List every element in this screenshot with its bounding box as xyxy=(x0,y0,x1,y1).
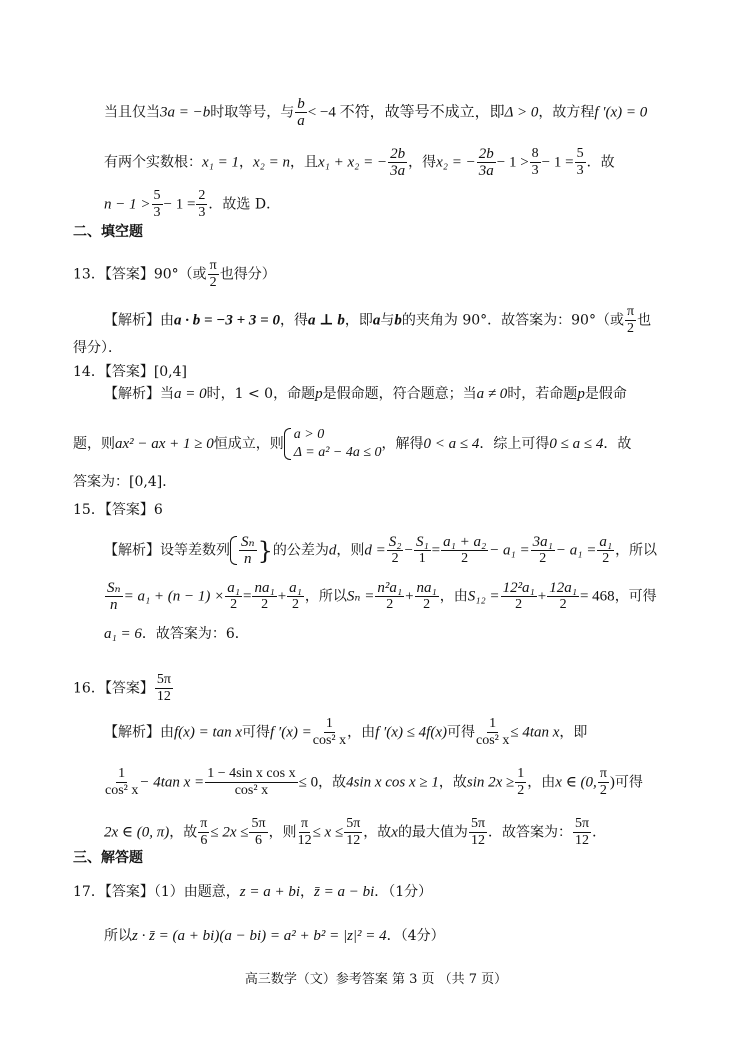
fraction: $\frac{2b}{3a}$ xyxy=(390,146,406,179)
math: x₂ = n xyxy=(253,154,290,171)
text: 当且仅当 xyxy=(104,104,160,121)
q15-answer: 15．【答案】6 xyxy=(73,502,163,518)
text: ， xyxy=(239,154,253,171)
q14-answer: 14．【答案】[0,4] xyxy=(73,364,188,380)
line-3 xyxy=(104,188,280,221)
text: ，且 xyxy=(290,154,318,171)
math: − 1 > xyxy=(496,154,529,171)
q17-answer-1: 17．【答案】（1）由题意，z = a + bi，z̄ = a − bi．（1分） xyxy=(73,884,433,900)
text: 有两个实数根： xyxy=(104,154,202,171)
line-1 xyxy=(104,96,647,129)
q17-answer-2: 所以z · z̄ = (a + bi)(a − bi) = a² + b² = |z|² = 4．（4分） xyxy=(104,928,445,944)
fraction: $\frac{5}{3}$ xyxy=(153,188,161,220)
math: f ′(x) = 0 xyxy=(594,104,648,121)
q16-analysis-1: 【解析】由f(x) = tan x可得f ′(x) = $\frac{1}{\text{cos² x}}$ ，由f ′(x) ≤ 4f(x)可得 $\frac{1}{\text{cos² x}}$ ≤ 4tan x，即 xyxy=(104,716,588,748)
q15-analysis-1: 【解析】设等差数列 $\frac{\text{Sₙ}}{n}$ }的公差为d，则d = $\frac{\text{S₂}}{2}$ − $\frac{\text{S₁}}{1}$ = $\frac{\text{a₁ + a₂}}{2}$ − a₁ = $\frac{\text{3a₁}}{2}$ − a₁ = $\frac{\text{a₁}}{2}$ ，所以 xyxy=(104,534,658,567)
fraction: $\frac{2}{3}$ xyxy=(198,188,206,220)
q14-analysis-1: 【解析】当a = 0时，1 < 0，命题p是假命题，符合题意；当a ≠ 0时，若命题p是假命 xyxy=(104,386,627,402)
math: x₁ + x₂ = − xyxy=(318,154,388,171)
text: ．故选 D． xyxy=(208,196,281,213)
fraction: $\frac{\pi}{2}$ xyxy=(626,304,635,336)
fraction: $\frac{5}{3}$ xyxy=(576,146,584,178)
q15-analysis-2: $\frac{\text{Sₙ}}{n}$ = a₁ + (n − 1) × $\frac{\text{a₁}}{2}$ = $\frac{\text{na₁}}{2}$ + $\frac{\text{a₁}}{2}$ ，所以Sₙ = $\frac{\text{n²a₁}}{2}$ + $\frac{\text{na₁}}{2}$ ，由S₁₂ = $\frac{\text{12²a₁}}{2}$ + $\frac{\text{12a₁}}{2}$ = 468，可得 xyxy=(107,580,657,613)
system-brace: a > 0 Δ = a² − 4a ≤ 0 xyxy=(284,426,382,462)
text: < −4 不符，故等号不成立，即 xyxy=(307,104,505,121)
q16-analysis-3: 2x ∈ (0, π)，故 $\frac{\pi}{6}$ ≤ 2x ≤ $\frac{5\pi}{6}$ ，则 $\frac{\pi}{12}$ ≤ x ≤ $\frac{5\pi}{12}$ ，故x的最大值为 $\frac{5\pi}{12}$ ．故答案为： $\frac{5\pi}{12}$ ． xyxy=(104,816,607,848)
q15-analysis-3: a₁ = 6．故答案为：6． xyxy=(104,626,249,642)
section-heading-fill-in: 二、填空题 xyxy=(73,224,143,240)
math: − 1 = xyxy=(541,154,574,171)
fraction: $\frac{8}{3}$ xyxy=(531,146,539,178)
q13-answer: 13．【答案】90°（或 $\frac{\pi}{2}$ 也得分） xyxy=(73,258,276,290)
math: Δ > 0 xyxy=(504,104,539,121)
fraction: $\frac{b}{a}$ xyxy=(297,96,305,129)
q16-answer: 16．【答案】 $\frac{5\pi}{12}$ xyxy=(73,672,171,704)
page-footer: 高三数学（文）参考答案 第 3 页 （共 7 页） xyxy=(244,972,508,987)
math: n − 1 > xyxy=(104,196,151,213)
math: − 1 = xyxy=(163,196,196,213)
text: ，得 xyxy=(408,154,437,171)
fraction: $\frac{\pi}{2}$ xyxy=(209,258,217,290)
q14-analysis-2: 题，则ax² − ax + 1 ≥ 0恒成立，则 a > 0 Δ = a² − 4a ≤ 0 ，解得0 < a ≤ 4．综上可得0 ≤ a ≤ 4．故 xyxy=(73,427,632,460)
line-2 xyxy=(104,146,615,179)
text: ．故 xyxy=(586,154,615,171)
text: ，故方程 xyxy=(538,104,595,121)
q13-analysis: 【解析】由a · b = −3 + 3 = 0，得a ⊥ b，即a与b的夹角为 90°．故答案为：90°（或 $\frac{\pi}{2}$ 也 xyxy=(104,304,652,336)
q14-analysis-3: 答案为：[0,4]． xyxy=(73,474,177,490)
math: x₂ = − xyxy=(436,154,476,171)
math: x₁ = 1 xyxy=(202,154,239,171)
q16-analysis-2: $\frac{1}{\text{cos² x}}$ − 4tan x = $\frac{\text{1 − 4sin x cos x}}{\text{cos² x}}$ ≤ 0，故4sin x cos x ≥ 1，故sin 2x ≥ $\frac{1}{2}$ ，由x ∈ (0, $\frac{\pi}{2}$ )可得 xyxy=(105,766,643,798)
q13-analysis-cont: 得分）． xyxy=(73,340,122,356)
text: 时取等号，与 xyxy=(210,104,295,121)
math: 3a = −b xyxy=(160,104,211,121)
fraction: $\frac{2b}{3a}$ xyxy=(478,146,494,179)
section-heading-solutions: 三、解答题 xyxy=(73,850,143,866)
